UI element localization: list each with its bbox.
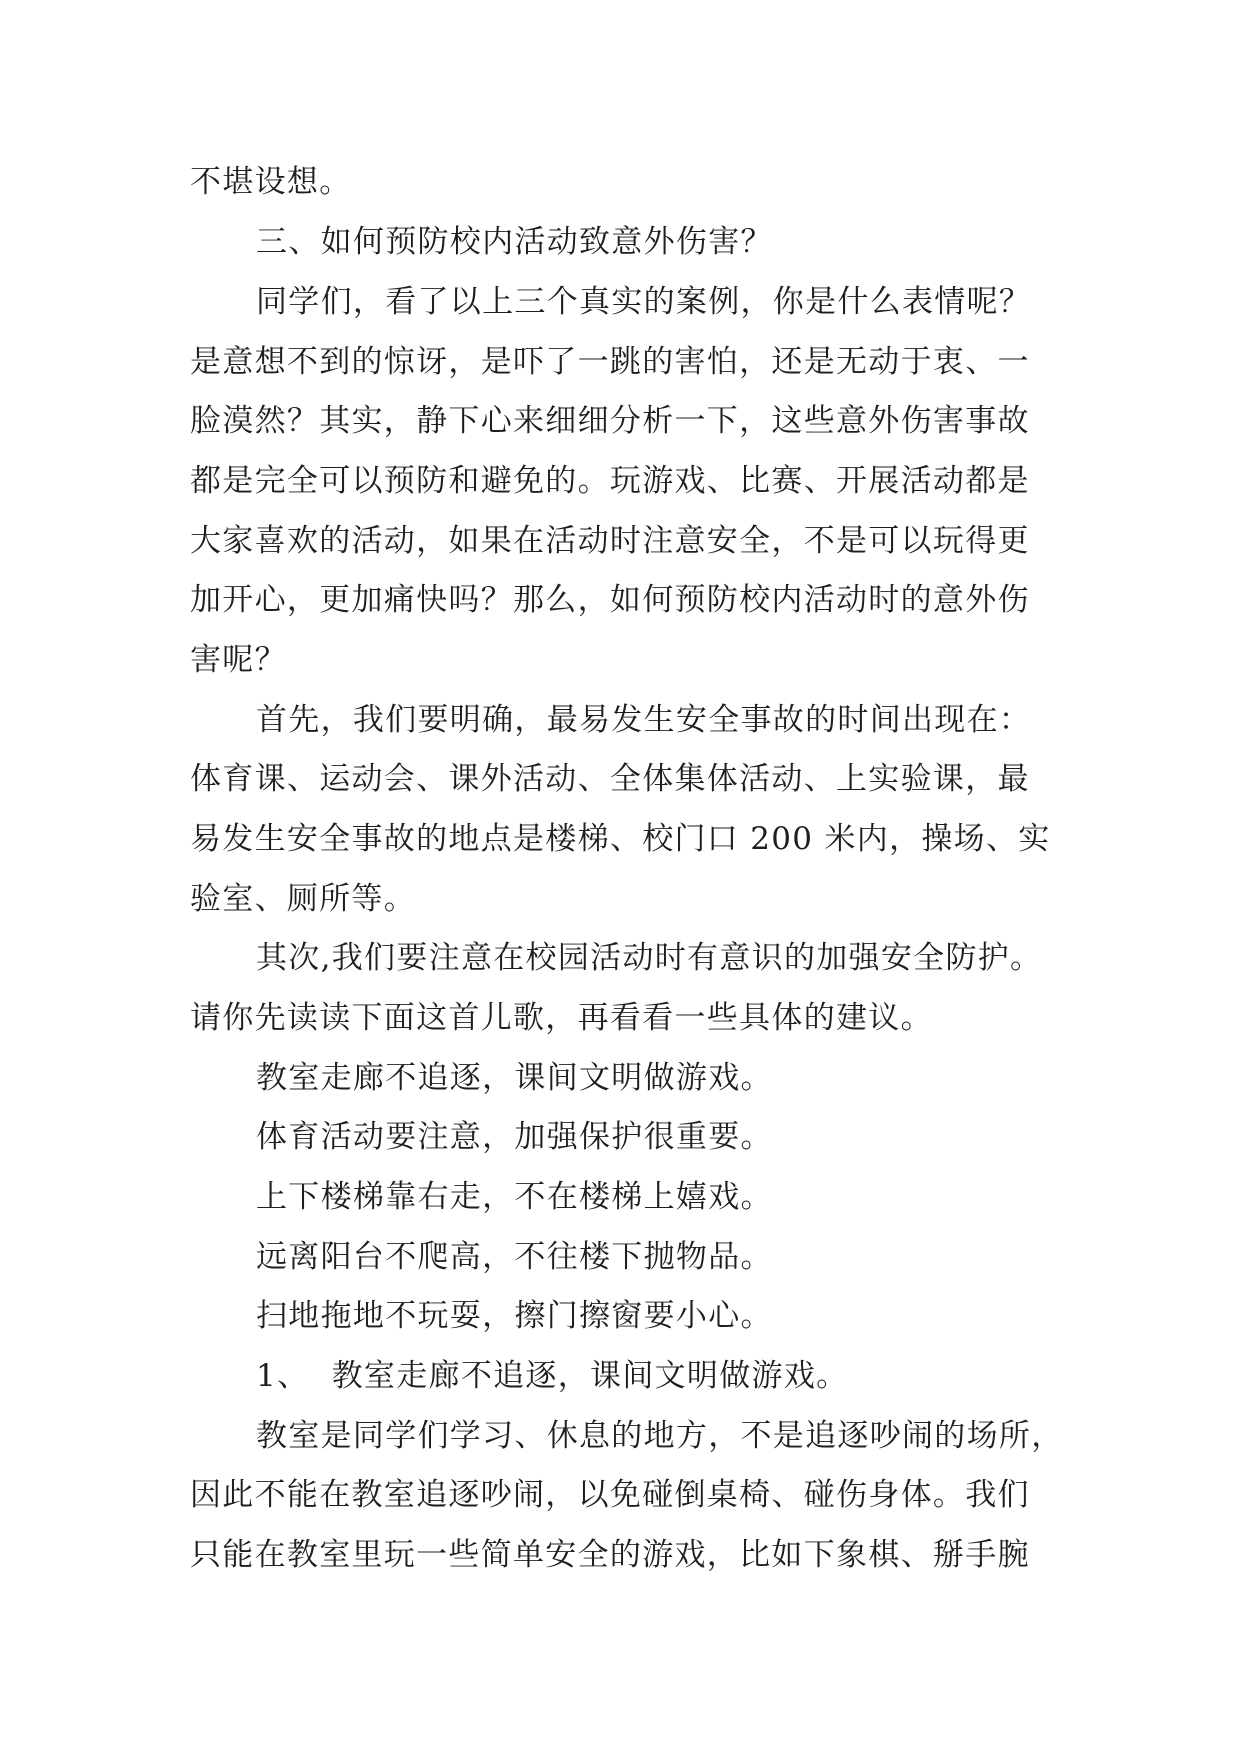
text-line: 体育课、运动会、课外活动、全体集体活动、上实验课，最: [190, 761, 1030, 797]
text-line: 不堪设想。: [190, 164, 352, 200]
text-line: 因此不能在教室追逐吵闹，以免碰倒桌椅、碰伤身体。我们: [190, 1477, 1030, 1513]
rhyme-line: 上下楼梯靠右走，不在楼梯上嬉戏。: [256, 1179, 773, 1215]
text-line: 是意想不到的惊讶，是吓了一跳的害怕，还是无动于衷、一: [190, 344, 1030, 380]
text-line: 易发生安全事故的地点是楼梯、校门口 200 米内，操场、实: [190, 821, 1051, 857]
text-line: 只能在教室里玩一些简单安全的游戏，比如下象棋、掰手腕: [190, 1537, 1030, 1573]
text-line: 都是完全可以预防和避免的。玩游戏、比赛、开展活动都是: [190, 463, 1030, 499]
text-line: 脸漠然？其实，静下心来细细分析一下，这些意外伤害事故: [190, 403, 1030, 439]
text-line: 其次,我们要注意在校园活动时有意识的加强安全防护。: [256, 940, 1043, 976]
text-line: 首先，我们要明确，最易发生安全事故的时间出现在：: [256, 702, 1032, 738]
rhyme-line: 远离阳台不爬高，不往楼下抛物品。: [256, 1239, 773, 1275]
text-line: 教室是同学们学习、休息的地方，不是追逐吵闹的场所，: [256, 1418, 1064, 1454]
text-line: 大家喜欢的活动，如果在活动时注意安全，不是可以玩得更: [190, 523, 1030, 559]
numbered-heading: 1、 教室走廊不追逐，课间文明做游戏。: [256, 1358, 849, 1394]
text-line: 请你先读读下面这首儿歌，再看看一些具体的建议。: [190, 1000, 933, 1036]
rhyme-line: 教室走廊不追逐，课间文明做游戏。: [256, 1060, 773, 1096]
rhyme-line: 扫地拖地不玩耍，擦门擦窗要小心。: [256, 1298, 773, 1334]
text-line: 加开心，更加痛快吗？那么，如何预防校内活动时的意外伤: [190, 582, 1030, 618]
text-line: 害呢？: [190, 642, 287, 678]
text-line: 验室、厕所等。: [190, 881, 417, 917]
rhyme-line: 体育活动要注意，加强保护很重要。: [256, 1119, 773, 1155]
section-heading: 三、如何预防校内活动致意外伤害？: [256, 224, 773, 260]
text-line: 同学们，看了以上三个真实的案例，你是什么表情呢？: [256, 284, 1032, 320]
